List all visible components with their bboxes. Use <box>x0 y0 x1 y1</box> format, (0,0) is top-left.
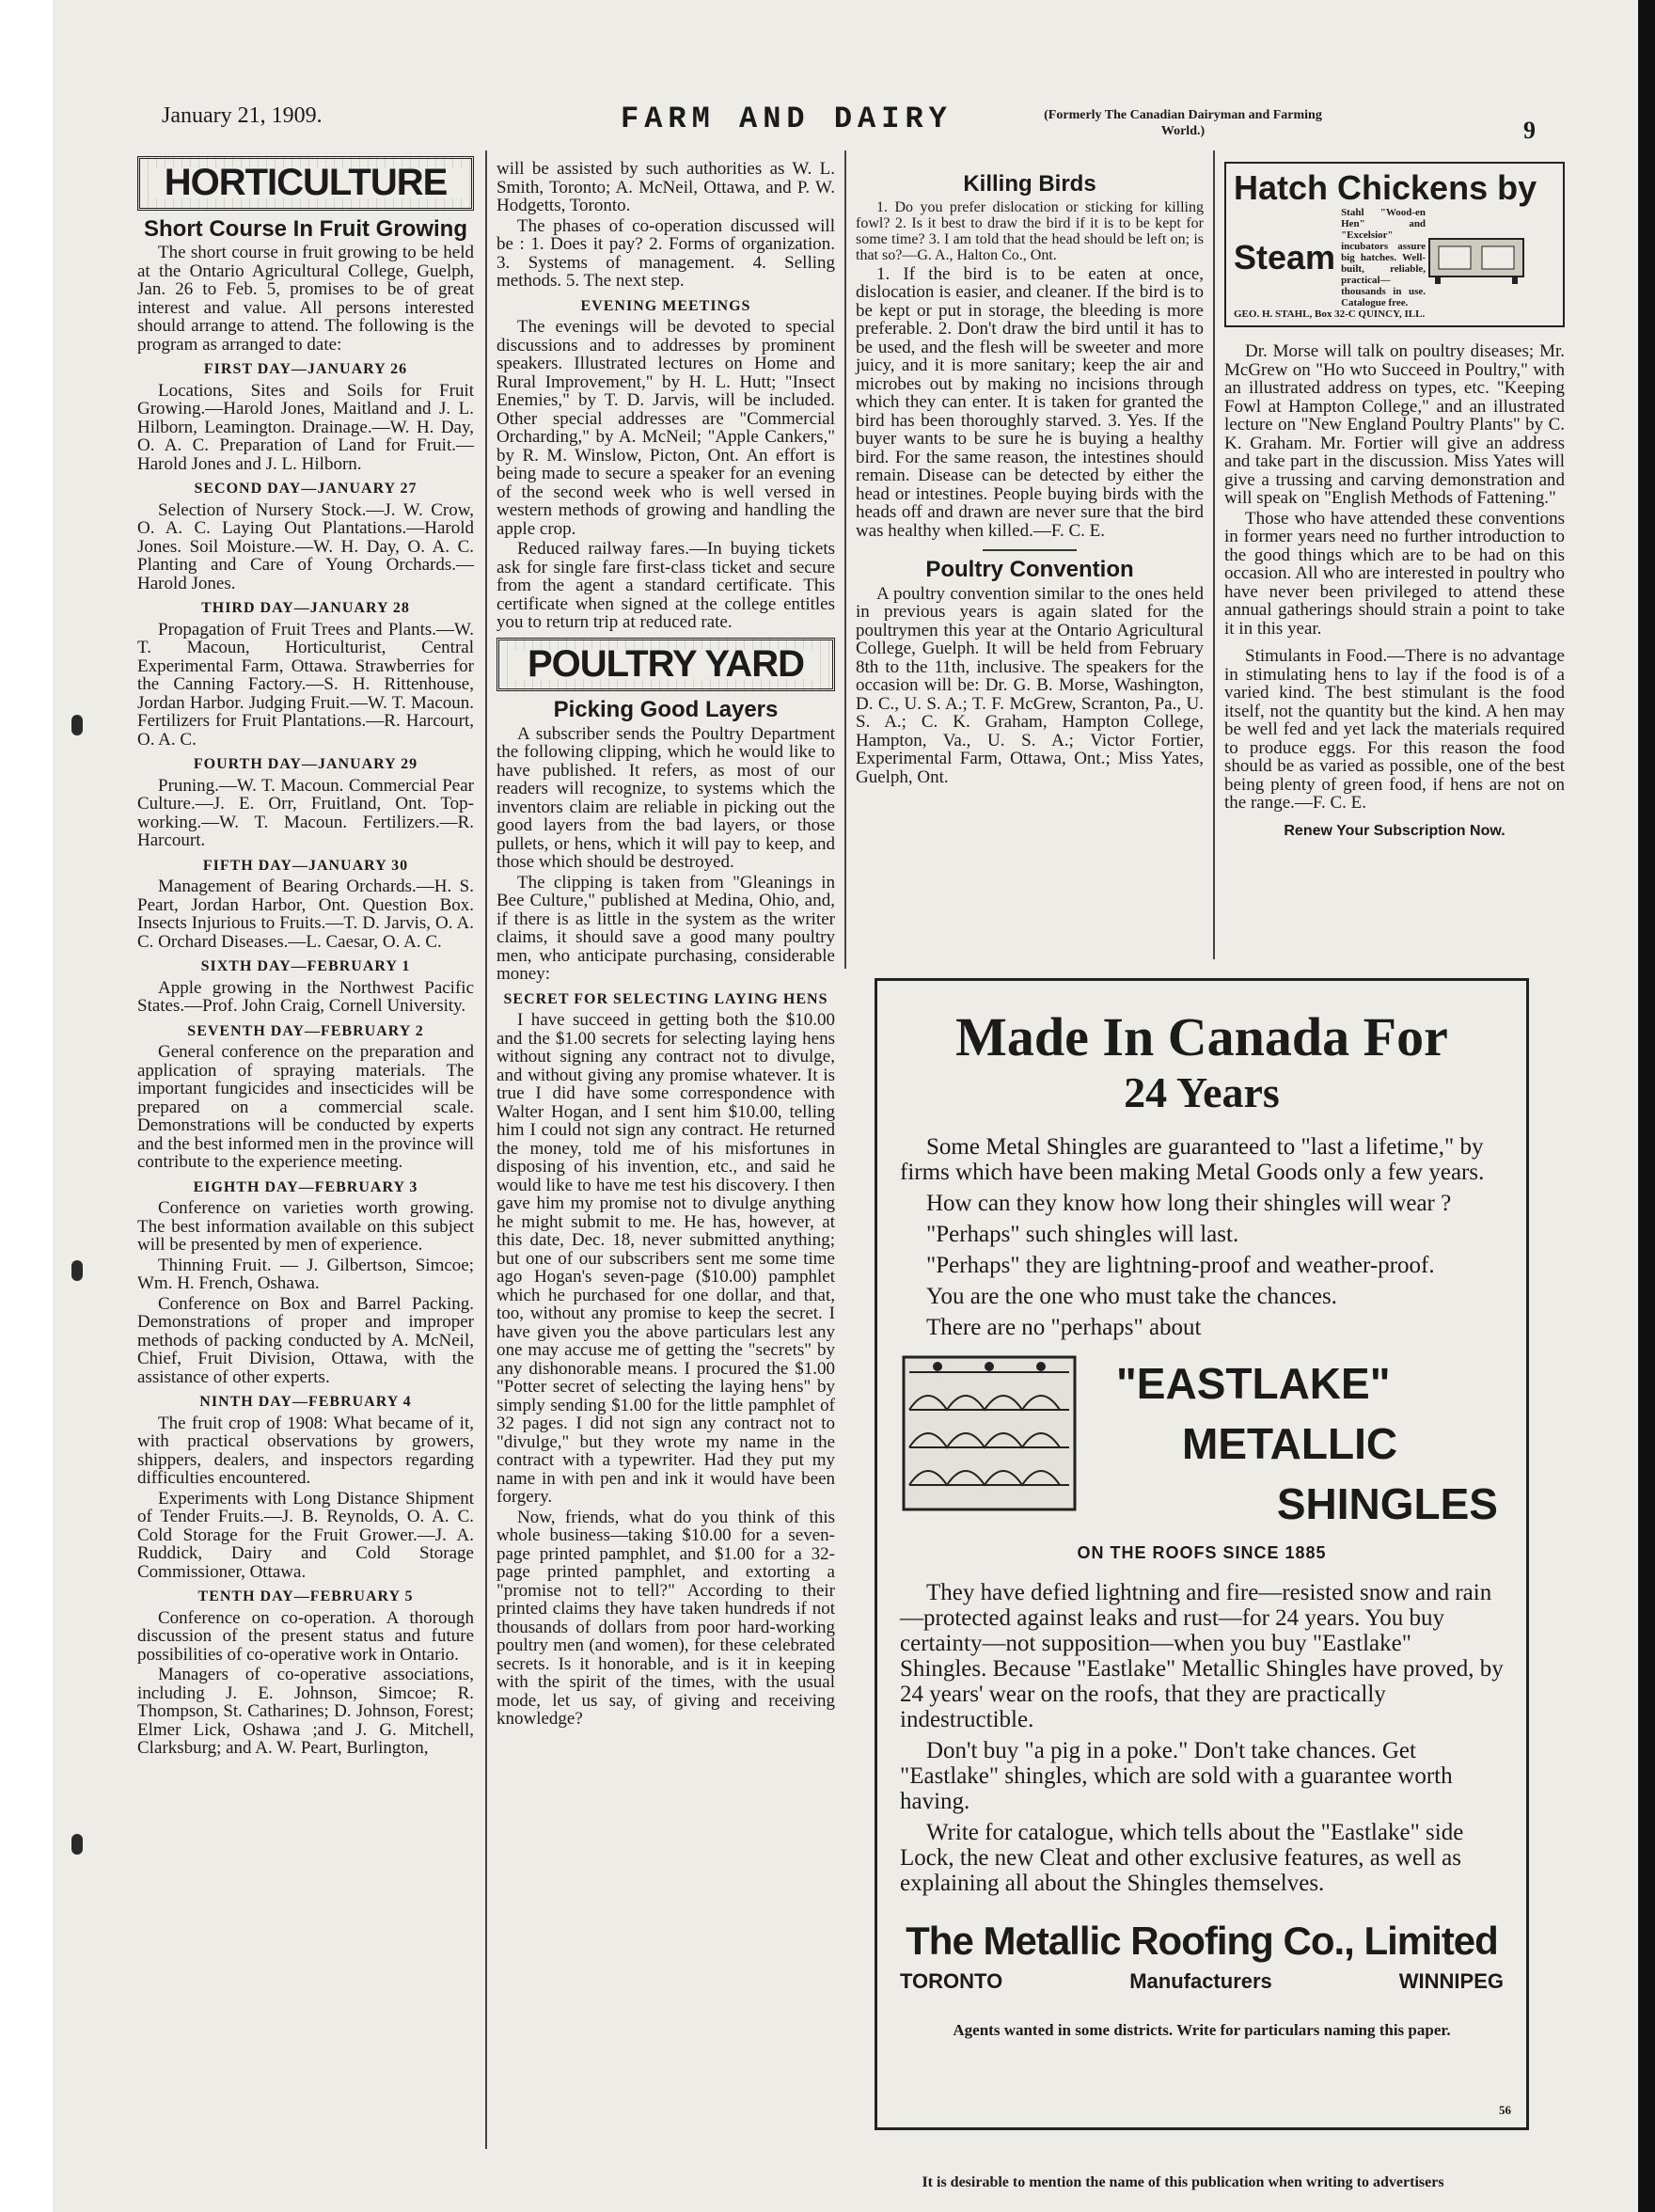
article-headline: Picking Good Layers <box>553 697 779 722</box>
program-day-text: Locations, Sites and Soils for Fruit Growing.—Harold Jones, Maitland and J. L. Hilborn, Leamington. Drainage.—W. H. Day, O. A. C. Preparation of Land for Fruit.—Harold Jones and J. L. Hilborn. <box>137 380 474 474</box>
paragraph: Now, friends, what do you think of this whole business—taking $10.00 for a seven-page printed pamphlet, and $1.00 for a 32-page printed pamphlet, and extorting a "promise not to tell?" According to their printed claims they have taken hundreds if not thousands of dollars from poor hard-working poultry men (and women), for these celebrated secrets. Is it honorable, and is it in keeping with the spirit of the times, with the usual mode, let us say, of giving and receiving knowledge? <box>496 1507 835 1729</box>
section-banner-horticulture: HORTICULTURE <box>137 156 474 211</box>
divider <box>983 549 1077 551</box>
program-day-text: Propagation of Fruit Trees and Plants.—W. T. Macoun, Horticulturist, Central Experimental Farm, Ottawa. Strawberries for the Canning Factory.—S. H. Rittenhouse, Jordan Harbor. Judging Fruit.—W. T. Macoun. Fertilizers for Fruit Plantations.—R. Harcourt, O. A. C. <box>137 619 474 750</box>
program-day-text: Selection of Nursery Stock.—J. W. Crow, O. A. C. Laying Out Plantations.—Harold Jones. Soil Moisture.—W. H. Day, O. A. C. Planting and Care of Young Orchards.—Harold Jones. <box>137 499 474 593</box>
paragraph: "Perhaps" they are lightning-proof and weather-proof. <box>926 1253 1435 1278</box>
paragraph: The evenings will be devoted to special discussions and to addresses by prominent speakers. Illustrated lectures on Home and Rural Improvement," by H. L. Hutt; "Insect Enemies," by T. D. Jarvis, will be included. Other special addresses are "Commercial Orcharding," by A. McNeil; "Apple Cankers," by R. M. Winslow, Picton, Ont. An effort is being made to secure a speaker for an evening of the second week who is well versed in western methods of growing and handling the apple crop. <box>496 317 835 539</box>
column-rule <box>1213 150 1215 959</box>
program-day-text: General conference on the preparation and application of spraying materials. The important fungicides and insecticides will be prepared on a commercial scale. Demonstrations will be conducted by experts and the best informed men in the province will contribute to the experience meeting. <box>137 1042 474 1172</box>
article-intro: The short course in fruit growing to be held at the Ontario Agricultural College, Guelph, Jan. 26 to Feb. 5, promises to be of great interest and value. All persons interested should arrange to attend. The following is the program as arranged to date: <box>137 243 474 355</box>
program-day-text: Thinning Fruit. — J. Gilbertson, Simcoe; Wm. H. French, Oshawa. <box>137 1255 474 1293</box>
column-poultry-yard <box>496 160 835 1730</box>
program-day-text: The fruit crop of 1908: What became of it, with practical observations by growers, shippers, dealers, and inspectors regarding difficulties encountered. <box>137 1413 474 1488</box>
paragraph: A subscriber sends the Poultry Department the following clipping, which he would like to have published. It refers, as most of our readers will recognize, to systems which the inventors claim are reliable in picking out the good layers from the bad layers, or those pullets, or hens, which it will pay to keep, and those which should be destroyed. <box>496 723 835 872</box>
paragraph: A poultry convention similar to the ones held in previous years is again slated for the poultrymen this year at the Ontario Agricultural College, Guelph. It will be held from February 8th to the 11th, inclusive. The speakers for the occasion will be: Dr. G. B. Morse, Washington, D. C., U. S. A.; T. F. McGrew, Scranton, Pa., U. S. A.; C. K. Graham, Hampton College, Hampton, Va., U. S. A.; Victor Fortier, Experimental Farm, Ottawa, Ont.; Miss Yates, Guelph, Ont. <box>856 583 1204 787</box>
advert-headline: 24 Years <box>1124 1068 1280 1116</box>
program-day-title: TENTH DAY—FEBRUARY 5 <box>197 1588 414 1604</box>
city-left: TORONTO <box>900 1969 1003 1993</box>
program-day-title: FIFTH DAY—JANUARY 30 <box>202 857 409 874</box>
binding-hole <box>71 715 83 735</box>
program-day-text: Conference on Box and Barrel Packing. Demonstrations of proper and improper methods of packing conducted by A. McNeil, Chief, Fruit Division, Ottawa, with the assistance of other experts. <box>137 1293 474 1387</box>
paragraph: Those who have attended these conventions in former years need no further introduction to the good things which are to be had on this occasion. All who are interested in poultry who have never been privileged to attend these annual gatherings should strain a point to take it in this year. <box>1224 508 1565 639</box>
advert-headline: Made In Canada For <box>955 1006 1448 1067</box>
shingle-illustration-icon <box>900 1353 1079 1513</box>
program-day-text: Apple growing in the Northwest Pacific States.—Prof. John Craig, Cornell University. <box>137 977 474 1016</box>
agents-notice: Agents wanted in some districts. Write for particulars naming this paper. <box>953 2021 1451 2039</box>
program-day-title: FIRST DAY—JANUARY 26 <box>203 361 408 377</box>
article-headline: Poultry Convention <box>925 557 1134 582</box>
reader-question: 1. Do you prefer dislocation or sticking for killing fowl? 2. Is it best to draw the bird if it is to be kept for some time? 3. I am told that the head should be left on; is that so?—G. A., Halton Co., Ont. <box>856 198 1204 263</box>
column-rule <box>485 150 487 2149</box>
article-headline: Killing Birds <box>963 171 1096 197</box>
program-day-text: Management of Bearing Orchards.—H. S. Peart, Jordan Harbor, Ont. Question Box. Insects Injurious to Fruits.—T. D. Jarvis, O. A. C. Orchard Diseases.—L. Caesar, O. A. C. <box>137 877 474 952</box>
paragraph: Some Metal Shingles are guaranteed to "last a lifetime," by firms which have been making Metal Goods only a few years. <box>900 1134 1485 1185</box>
advert-headline: Steam <box>1234 238 1336 276</box>
subhead-evening-meetings: EVENING MEETINGS <box>580 297 751 314</box>
program-day-text: Conference on varieties worth growing. The best information available on this subject will be presented by men of experience. <box>137 1198 474 1255</box>
since-line: ON THE ROOFS SINCE 1885 <box>1077 1543 1327 1562</box>
column-rule <box>844 150 846 969</box>
program-day-title: SEVENTH DAY—FEBRUARY 2 <box>187 1022 424 1039</box>
advert-headline: Hatch Chickens by <box>1234 168 1537 207</box>
advert-body: Stahl "Wood-en Hen" and "Excelsior" incubators assure big hatches. Well-built, reliable, practical—thousands in use. Catalogue free. <box>1341 207 1426 308</box>
subhead-secret: SECRET FOR SELECTING LAYING HENS <box>503 990 828 1007</box>
brand-block <box>900 1353 1504 1534</box>
paragraph: The phases of co-operation discussed will be : 1. Does it pay? 2. Forms of organization. 3. Systems of management. 4. Selling methods. 5. The next step. <box>496 215 835 291</box>
program-day-title: NINTH DAY—FEBRUARY 4 <box>199 1394 412 1410</box>
advert-stahl-incubator <box>1224 162 1565 327</box>
city-right: WINNIPEG <box>1398 1969 1504 1993</box>
paragraph: There are no "perhaps" about <box>926 1315 1202 1340</box>
paragraph: will be assisted by such authorities as W. L. Smith, Toronto; A. McNeil, Ottawa, and P. W. Hodgetts, Toronto. <box>496 159 835 215</box>
column-horticulture <box>137 150 474 1760</box>
company-cities <box>900 1969 1504 1994</box>
program-day-text: Pruning.—W. T. Macoun. Commercial Pear Culture.—J. E. Orr, Fruitland, Ont. Top-working.—W. T. Macoun. Fertilizers.—R. Harcourt. <box>137 775 474 850</box>
paragraph: They have defied lightning and fire—resisted snow and rain—protected against leaks and rust—for 24 years. You buy certainty—not supposition—when you buy "Eastlake" Shingles. Because "Eastlake" Metallic Shingles have proved, by 24 years' wear on the roofs, that they are practically indestructible. <box>900 1580 1504 1732</box>
program-day-title: SIXTH DAY—FEBRUARY 1 <box>200 958 411 974</box>
advert-number: 56 <box>1499 2103 1511 2117</box>
paragraph: 1. If the bird is to be eaten at once, dislocation is easier, and cleaner. If the bird is to be kept or put in storage, the bleeding is more preferable. 2. Don't draw the bird until it has to be used, and the flesh will be sweeter and more juicy, and it is more sanitary; keep the air and microbes out by making no incisions through which they can enter. It is taken for granted the bird has been thoroughly starved. 3. Yes. If the buyer wants to be sure he is buying a healthy bird. For the same reason, the intestines should remain. Disease can be detected by either the head or intestines. People buying birds with the heads off and drawn are never sure that the bird was healthy when killed.—F. C. E. <box>856 263 1204 541</box>
paragraph: Stimulants in Food.—There is no advantage in stimulating hens to lay if the food is of a varied kind. The best stimulant is the food itself, not the quantity but the kind. A hen may be well fed and yet lack the materials required to produce eggs. For this reason the food should be as varied as possible, one of the best being plenty of green food, if hens are not on the range.—F. C. E. <box>1224 646 1565 813</box>
incubator-icon <box>1426 229 1529 286</box>
section-banner-poultry-yard: POULTRY YARD <box>496 638 835 692</box>
paragraph: The clipping is taken from "Gleanings in Bee Culture," published at Medina, Ohio, and, if there is as little in the system as the writer claims, it should save a good many poultry men, who anticipate purchasing, considerable money: <box>496 872 835 984</box>
binding-hole <box>71 1260 83 1281</box>
paragraph: Write for catalogue, which tells about the "Eastlake" side Lock, the new Cleat and other exclusive features, as well as explaining all about the Shingles themselves. <box>900 1820 1464 1896</box>
program-day-title: EIGHTH DAY—FEBRUARY 3 <box>193 1178 418 1195</box>
masthead-title: FARM AND DAIRY <box>621 102 953 136</box>
page-number: 9 <box>1523 117 1536 144</box>
manufacturers-label: Manufacturers <box>1129 1969 1272 1993</box>
paragraph: Reduced railway fares.—In buying tickets ask for single fare first-class ticket and secure from the agent a standard certificate. This certificate when signed at the college entitles you to return trip at reduced rate. <box>496 539 835 632</box>
renew-notice: Renew Your Subscription Now. <box>1284 822 1505 839</box>
issue-date: January 21, 1909. <box>162 103 323 128</box>
masthead-subtitle: (Formerly The Canadian Dairyman and Farming World.) <box>1044 108 1322 138</box>
advert-eastlake-shingles <box>875 978 1529 2130</box>
page-edge <box>1638 0 1655 2212</box>
paragraph: Don't buy "a pig in a poke." Don't take chances. Get "Eastlake" shingles, which are sold with a guarantee worth having. <box>900 1738 1453 1814</box>
column-stahl <box>1224 162 1565 840</box>
brand-name: "EASTLAKE" METALLIC SHINGLES <box>1116 1359 1498 1528</box>
advert-address: GEO. H. STAHL, Box 32-C QUINCY, ILL. <box>1234 308 1426 320</box>
program-days <box>137 360 474 1758</box>
paragraph: You are the one who must take the chances. <box>926 1284 1337 1309</box>
program-day-text: Conference on co-operation. A thorough discussion of the present status and future possibilities of co-operative work in Ontario. <box>137 1607 474 1665</box>
article-headline: Short Course In Fruit Growing <box>144 215 467 242</box>
paragraph: How can they know how long their shingles will wear ? <box>926 1191 1452 1216</box>
program-day-title: SECOND DAY—JANUARY 27 <box>194 481 418 497</box>
paragraph: "Perhaps" such shingles will last. <box>926 1222 1239 1247</box>
program-day-text: Managers of co-operative associations, including J. E. Johnson, Simcoe; R. Thompson, St. Catharines; D. Johnson, Forest; Elmer Lick, Oshawa ;and J. G. Mitchell, Clarksburg; and A. W. Peart, Burlington, <box>137 1665 474 1758</box>
paragraph: Dr. Morse will talk on poultry diseases; Mr. McGrew on "Ho wto Succeed in Poultry," with an illustrated address on types, etc. "Keeping Fowl at Hampton College," and an illustrated lecture on "New England Poultry Plants" by C. K. Graham. Mr. Fortier will give an address and take part in the discussion. Miss Yates will give a trussing and carving demonstration and will speak on "English Methods of Fattening." <box>1224 341 1565 508</box>
program-day-title: FOURTH DAY—JANUARY 29 <box>193 756 418 772</box>
binding-hole <box>71 1834 83 1855</box>
program-day-text: Experiments with Long Distance Shipment of Tender Fruits.—J. B. Reynolds, O. A. C. Cold Storage for the Fruit Grower.—J. A. Ruddick, Dairy and Cold Storage Commissioner, Ottawa. <box>137 1488 474 1582</box>
company-name: The Metallic Roofing Co., Limited <box>906 1919 1498 1963</box>
footer-notice: It is desirable to mention the name of this publication when writing to advertisers <box>922 2174 1444 2190</box>
program-day-title: THIRD DAY—JANUARY 28 <box>201 600 410 616</box>
paragraph: I have succeed in getting both the $10.00 and the $1.00 secrets for selecting laying hens without signing any contract not to divulge, and without giving any promise whatever. It is true I did have some correspondence with Walter Hogan, and I sent him $10.00, telling him I could not sign any contract. He returned the money, told me of his misfortunes in disposing of his invention, etc., and said he would like to have me test his discovery. I then gave him my promise not to divulge anything he might submit to me. He has, however, at this date, Dec. 18, never submitted anything; but one of our subscribers sent me some time ago Hogan's seven-page ($10.00) pamphlet which he purchased for one dollar, and that, too, without any promise to keep the secret. I have given you the above particulars lest any one may accuse me of getting the "secrets" by any dishonorable means. I procured the $1.00 "Potter secret of selecting the laying hens" by simply sending $1.00 for the little pamphlet of 32 pages. I did not sign any contract not to "divulge," but they wrote my name in the contract with a typewriter. Had they put my name in with pen and ink it would have been forgery. <box>496 1010 835 1507</box>
column-killing-birds <box>856 167 1204 788</box>
